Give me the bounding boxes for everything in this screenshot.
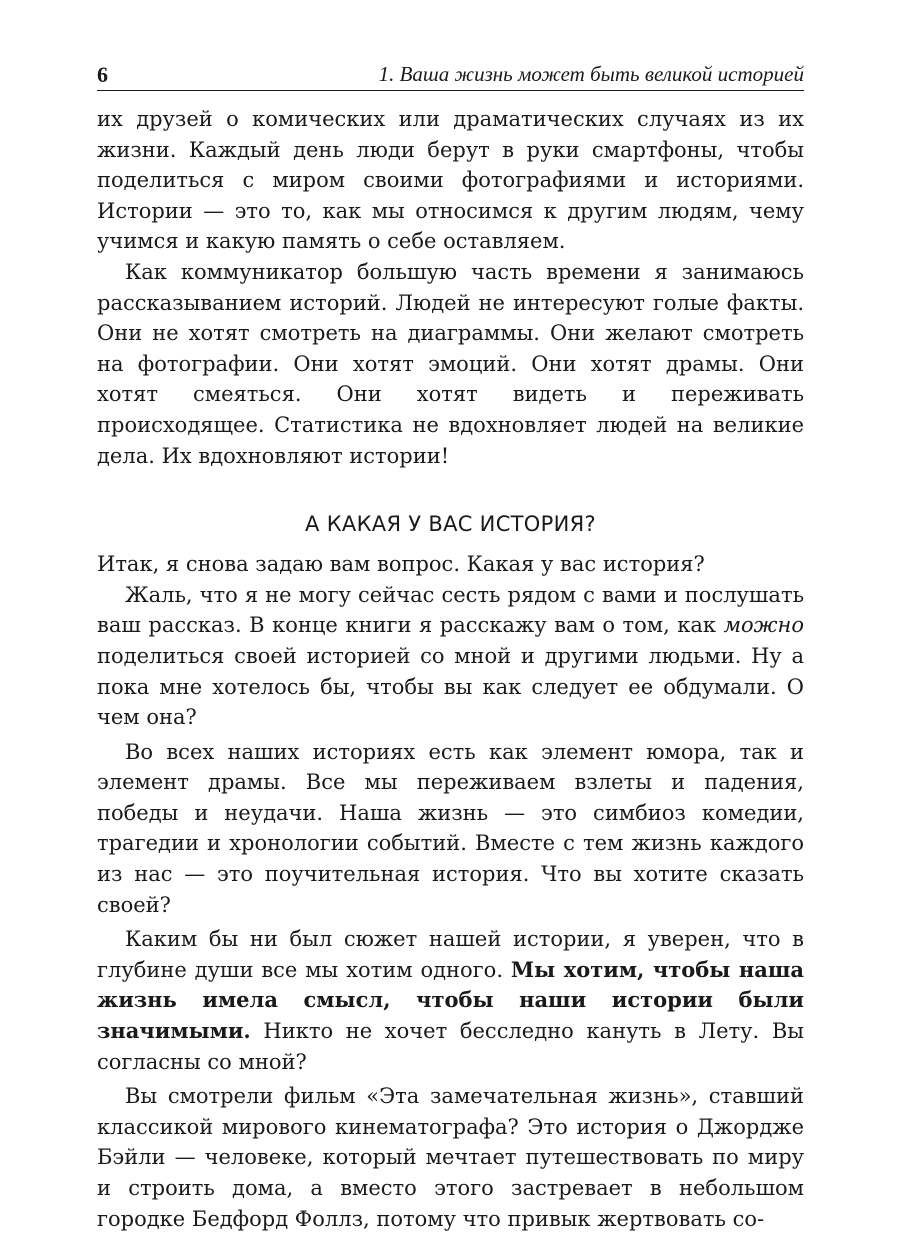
body-text xyxy=(97,104,804,1234)
bold-emphasis: Мы хотим, чтобы наша жизнь имела смысл, чтобы наши истории были значимыми. xyxy=(97,956,805,1044)
running-title: 1. Ваша жизнь может быть великой историей xyxy=(378,62,804,86)
paragraph-question: Итак, я снова задаю вам вопрос. Какая у вас история? xyxy=(97,552,705,577)
paragraph-humor-drama: Во всех наших историях есть как элемент юмора, так и элемент драмы. Все мы переживаем взлеты и падения, победы и неудачи. Наша жизнь — это симбиоз комедии, трагедии и хронологии событий. Вместе с тем жизнь каждого из нас — это поучительная история. Что вы хотите сказать своей? xyxy=(97,739,804,917)
paragraph-story-share xyxy=(97,580,804,733)
paragraph-communicator: Как коммуникатор большую часть времени я занимаюсь рассказыванием историй. Людей не интересуют голые факты. Они не хотят смотреть на диаграммы. Они желают смотреть на фотографии. Они хотят эмоций. Они хотят драмы. Они хотят смеяться. Они хотят видеть и переживать происходящее. Статистика не вдохновляет людей на великие дела. Их вдохновляют истории! xyxy=(97,259,804,468)
paragraph-text: поделиться своей историей со мной и другими людьми. Ну а пока мне хотелось бы, чтобы вы как следует ее обдумали. О чем она? xyxy=(97,643,804,730)
paragraph-meaning xyxy=(97,924,804,1077)
page-number: 6 xyxy=(97,62,108,87)
running-header xyxy=(97,60,804,91)
section-heading: А КАКАЯ У ВАС ИСТОРИЯ? xyxy=(305,512,596,537)
paragraph-text: Никто не хочет бесследно кануть в Лету. Вы согласны со мной? xyxy=(97,1019,804,1074)
paragraph-continuation: их друзей о комических или драматических случаях из их жизни. Каждый день люди берут в руки смартфоны, чтобы поделиться с миром своими фотографиями и историями. Истории — это то, как мы относимся к другим людям, чему учимся и какую память о себе оставляем. xyxy=(97,107,804,254)
paragraph-text: Каким бы ни был сюжет нашей истории, я уверен, что в глубине души все мы хотим одного. xyxy=(97,927,804,982)
paragraph-text: Жаль, что я не могу сейчас сесть рядом с вами и послушать ваш рассказ. В конце книги я расскажу вам о том, как xyxy=(97,582,804,638)
paragraph-film: Вы смотрели фильм «Эта замечательная жизнь», ставший классикой мирового кинематографа? Это история о Джордже Бэйли — человеке, который мечтает путешествовать по миру и строить дома, а вместо этого застревает в небольшом городке Бедфорд Фоллз, потому что привык жертвовать со- xyxy=(97,1084,804,1231)
italic-emphasis: можно xyxy=(723,613,804,638)
